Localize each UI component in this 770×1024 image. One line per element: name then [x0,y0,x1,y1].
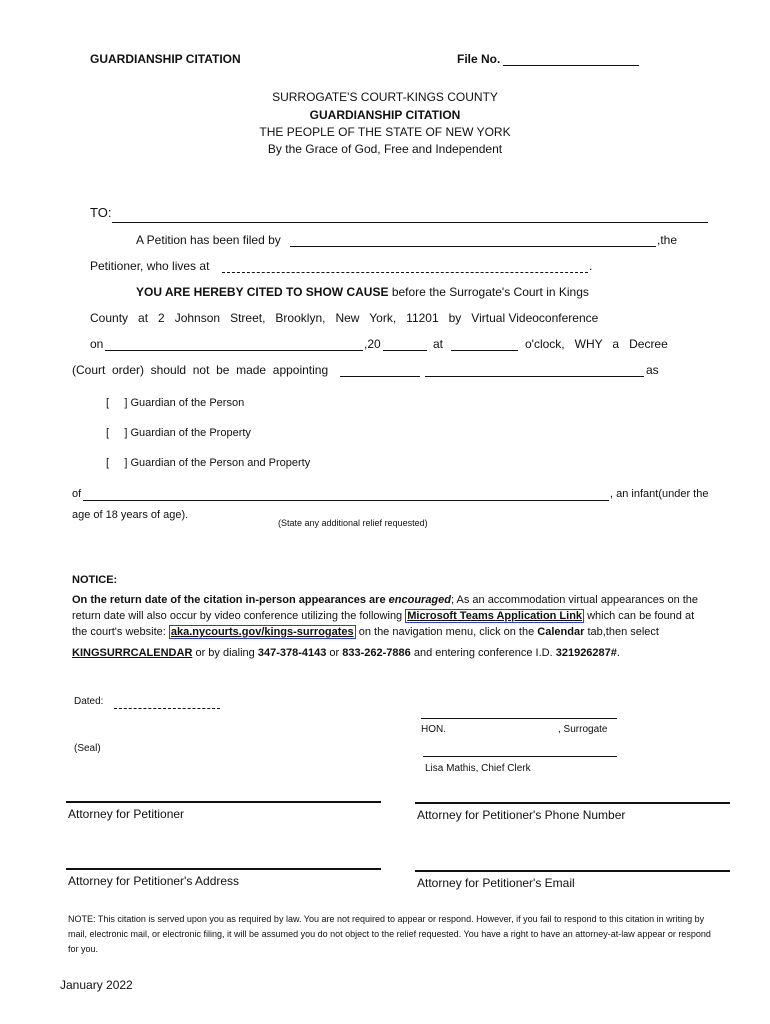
dated-field[interactable] [114,708,220,709]
clerk-label: Lisa Mathis, Chief Clerk [425,763,531,774]
notice-text-6: tab,then select [587,626,659,638]
as-label: as [646,363,659,377]
notice-text-9: . [616,647,620,659]
option-guardian-property[interactable]: [ ] Guardian of the Property [106,427,251,439]
notice-line-2 [72,610,694,622]
attorney-address-line[interactable] [66,868,381,870]
notice-text-3: which can be found at [587,610,695,622]
notice-text-5: on the navigation menu, click on the [358,626,535,638]
date-field[interactable] [105,350,363,351]
notice-bold-start: On the return date of the citation in-person appearances are [72,594,386,606]
kingsurr-calendar: KINGSURRCALENDAR [72,647,193,659]
notice-line-1 [72,594,698,606]
address-period: . [589,259,593,273]
dated-label: Dated: [74,696,104,707]
attorney-email-line[interactable] [415,870,730,872]
cited-line [136,285,589,299]
notice-encouraged: encouraged [388,594,451,606]
revision-date: January 2022 [60,978,133,992]
court-order-label: (Court order) should not be made appointing [72,363,329,377]
notice-line-3 [72,626,659,638]
attorney-email-label: Attorney for Petitioner's Email [417,876,575,890]
additional-relief-label: (State any additional relief requested) [278,518,428,528]
form-title: GUARDIANSHIP CITATION [90,52,241,66]
appointing-field-1[interactable] [340,376,420,377]
people-of-state: THE PEOPLE OF THE STATE OF NEW YORK [259,125,511,139]
file-no-field[interactable] [503,65,639,66]
at-label: at [433,337,444,351]
surrogate-signature-line[interactable] [421,718,617,719]
attorney-petitioner-line[interactable] [66,801,381,803]
notice-or: or [329,647,340,659]
hon-label: HON. [421,724,446,735]
to-label: TO: [90,205,112,220]
county-line: County at 2 Johnson Street, Brooklyn, New York, 11201 by Virtual Videoconference [90,311,599,325]
court-website-link[interactable]: aka.nycourts.gov/kings-surrogates [170,626,354,638]
notice-line-4 [72,647,620,659]
infant-name-field[interactable] [83,500,609,501]
phone-number-2: 833-262-7886 [342,647,411,659]
petitioner-name-field[interactable] [290,246,656,247]
footer-note: NOTE: This citation is served upon you as required by law. You are not required to appear or respond. However, if you fail to respond to this citation in writing by mail, electronic mail, or electronic filing, it will be assumed you do not object to the relief requested. You have a right to have an attorney-at-law appear or respond for you. [68,914,711,954]
notice-text-1: ; As an accommodation virtual appearances on the [451,594,699,606]
grace-of-god: By the Grace of God, Free and Independent [267,142,503,156]
calendar-label: Calendar [537,626,585,638]
oclock-label: o'clock, WHY a Decree [525,337,668,351]
appointing-field-2[interactable] [425,376,644,377]
notice-text-2: return date will also occur by video conference utilizing the following [72,610,403,622]
year-label: ,20 [364,337,381,351]
on-label: on [90,337,104,351]
cited-rest: before the Surrogate's Court in Kings [391,285,589,299]
petition-prefix: A Petition has been filed by [136,233,281,247]
teams-app-link[interactable]: Microsoft Teams Application Link [407,610,583,622]
option-guardian-person-property[interactable]: [ ] Guardian of the Person and Property [106,457,311,469]
court-citation-title: GUARDIANSHIP CITATION [309,108,461,122]
attorney-address-label: Attorney for Petitioner's Address [68,874,240,888]
attorney-phone-line[interactable] [415,802,730,804]
surrogate-label: , Surrogate [558,724,608,735]
file-no-label: File No. [457,52,501,66]
option-guardian-person[interactable]: [ ] Guardian of the Person [106,397,245,409]
phone-number-1: 347-378-4143 [257,647,327,659]
to-field[interactable] [112,222,708,223]
notice-text-4: the court's website: [72,626,166,638]
age-line: age of 18 years of age). [72,509,189,521]
notice-text-8: and entering conference I.D. [413,647,553,659]
clerk-signature-line[interactable] [423,756,617,757]
notice-heading: NOTICE: [72,574,118,586]
infant-suffix: , an infant(under the [610,488,709,500]
court-name: SURROGATE'S COURT-KINGS COUNTY [272,90,498,104]
attorney-petitioner-label: Attorney for Petitioner [68,807,185,821]
attorney-phone-label: Attorney for Petitioner's Phone Number [417,808,626,822]
petition-suffix: ,the [657,233,678,247]
seal-label: (Seal) [74,743,101,754]
petitioner-address-field[interactable] [222,272,588,273]
petitioner-lives-label: Petitioner, who lives at [90,259,210,273]
conference-id: 321926287# [555,647,617,659]
of-label: of [72,488,82,500]
time-field[interactable] [451,350,518,351]
notice-text-7: or by dialing [195,647,255,659]
year-field[interactable] [383,350,427,351]
cited-bold: YOU ARE HEREBY CITED TO SHOW CAUSE [136,285,389,299]
